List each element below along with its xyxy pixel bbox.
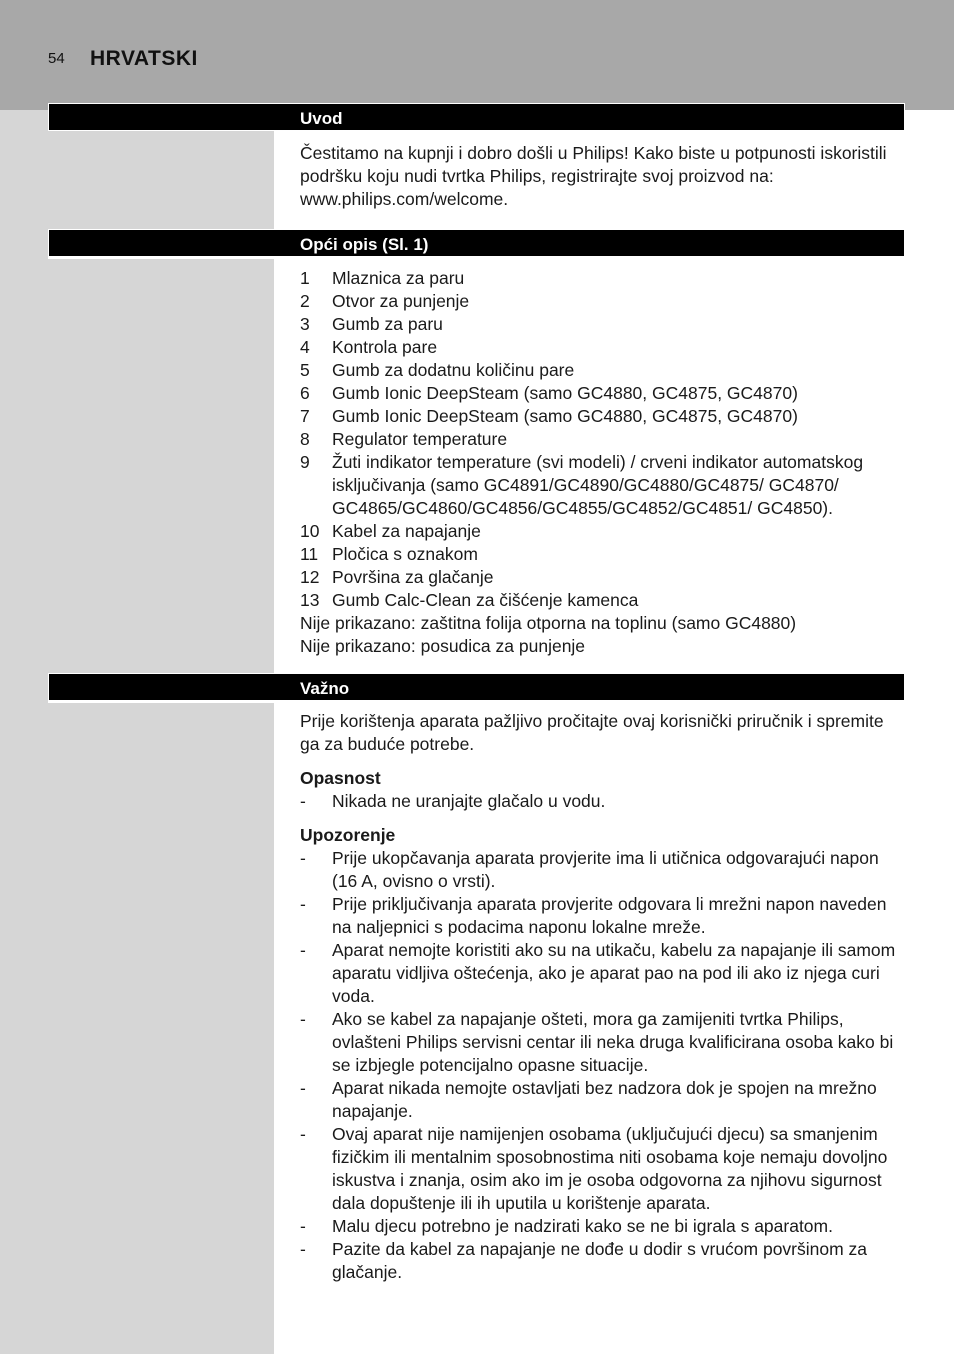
list-item: 10 Kabel za napajanje (300, 521, 481, 541)
list-item: - Prije ukopčavanja aparata provjerite ima li utičnica odgovarajući napon (16 A, ovisno o vrsti). (300, 848, 879, 891)
list-item: 13 Gumb Calc-Clean za čišćenje kamenca (300, 590, 639, 610)
list-item: 12 Površina za glačanje (300, 567, 494, 587)
page-header (0, 0, 954, 110)
list-item: - Aparat nikada nemojte ostavljati bez nadzora dok je spojen na mrežno napajanje. (300, 1078, 877, 1121)
page-number: 54 (48, 50, 65, 67)
list-item: - Pazite da kabel za napajanje ne dođe u dodir s vrućom površinom za glačanje. (300, 1239, 868, 1282)
list-item: 1 Mlaznica za paru (300, 268, 465, 288)
note: Nije prikazano: zaštitna folija otporna na toplinu (samo GC4880) (300, 613, 797, 633)
list-item: 2 Otvor za punjenje (300, 291, 470, 311)
section-title-opis: Opći opis (Sl. 1) (300, 235, 429, 254)
list-item: - Aparat nemojte koristiti ako su na utikaču, kabelu za napajanje ili samom aparatu vidljiva oštećenja, ako je aparat pao na pod ili ako iz njega curi voda. (300, 940, 896, 1006)
list-item: 7 Gumb Ionic DeepSteam (samo GC4880, GC4875, GC4870) (300, 406, 798, 426)
section-bar-vazno (48, 673, 905, 701)
list-item: 11 Pločica s oznakom (300, 544, 478, 564)
language-title: HRVATSKI (90, 47, 198, 70)
list-item: 9 Žuti indikator temperature (svi modeli) / crveni indikator automatskog isključivanja (samo GC4891/GC4890/GC4880/GC4875/ GC4870/ GC4865/GC4860/GC4856/GC4855/GC4852/GC4851/ GC4850). (300, 452, 864, 518)
danger-list (300, 790, 906, 813)
list-item: 4 Kontrola pare (300, 337, 438, 357)
list-item: 6 Gumb Ionic DeepSteam (samo GC4880, GC4875, GC4870) (300, 383, 798, 403)
section-bar-uvod (48, 103, 905, 131)
parts-list (300, 267, 906, 612)
uvod-paragraph: Čestitamo na kupnji i dobro došli u Philips! Kako biste u potpunosti iskoristili podršku koju nudi tvrtka Philips, registrirajte svoj proizvod na: www.philips.com/welcome. (300, 143, 887, 209)
section-body-vazno (300, 710, 906, 1284)
section-title-vazno: Važno (300, 679, 350, 698)
list-item: - Malu djecu potrebno je nadzirati kako se ne bi igrala s aparatom. (300, 1216, 833, 1236)
list-item: - Nikada ne uranjajte glačalo u vodu. (300, 791, 606, 811)
warning-list (300, 847, 906, 1284)
list-item: 8 Regulator temperature (300, 429, 508, 449)
list-item: 3 Gumb za paru (300, 314, 443, 334)
section-title-uvod: Uvod (300, 109, 343, 128)
warning-heading: Upozorenje (300, 825, 396, 845)
danger-heading: Opasnost (300, 768, 381, 788)
list-item: - Ako se kabel za napajanje ošteti, mora ga zamijeniti tvrtka Philips, ovlašteni Philips servisni centar ili neka druga kvalificirana osoba kako bi se izbjegle potencijalno opasne situacije. (300, 1009, 894, 1075)
left-margin-column (0, 110, 274, 1354)
note: Nije prikazano: posudica za punjenje (300, 636, 586, 656)
list-item: 5 Gumb za dodatnu količinu pare (300, 360, 575, 380)
list-item: - Ovaj aparat nije namijenjen osobama (uključujući djecu) sa smanjenim fizičkim ili mentalnim sposobnostima niti osobama koje nemaju dovoljno iskustva i znanja, osim ako im je osoba odgovorna za njihovu sigurnost dala dopuštenje ili ih uputila u korištenje aparata. (300, 1124, 888, 1213)
divider (48, 257, 274, 259)
vazno-intro: Prije korištenja aparata pažljivo pročitajte ovaj korisnički priručnik i spremite ga za buduće potrebe. (300, 711, 884, 754)
section-body-uvod (300, 142, 906, 211)
section-body-opis (300, 267, 906, 658)
divider (48, 701, 274, 703)
section-bar-opis (48, 229, 905, 257)
list-item: - Prije priključivanja aparata provjerite odgovara li mrežni napon naveden na naljepnici s podacima naponu lokalne mreže. (300, 894, 887, 937)
